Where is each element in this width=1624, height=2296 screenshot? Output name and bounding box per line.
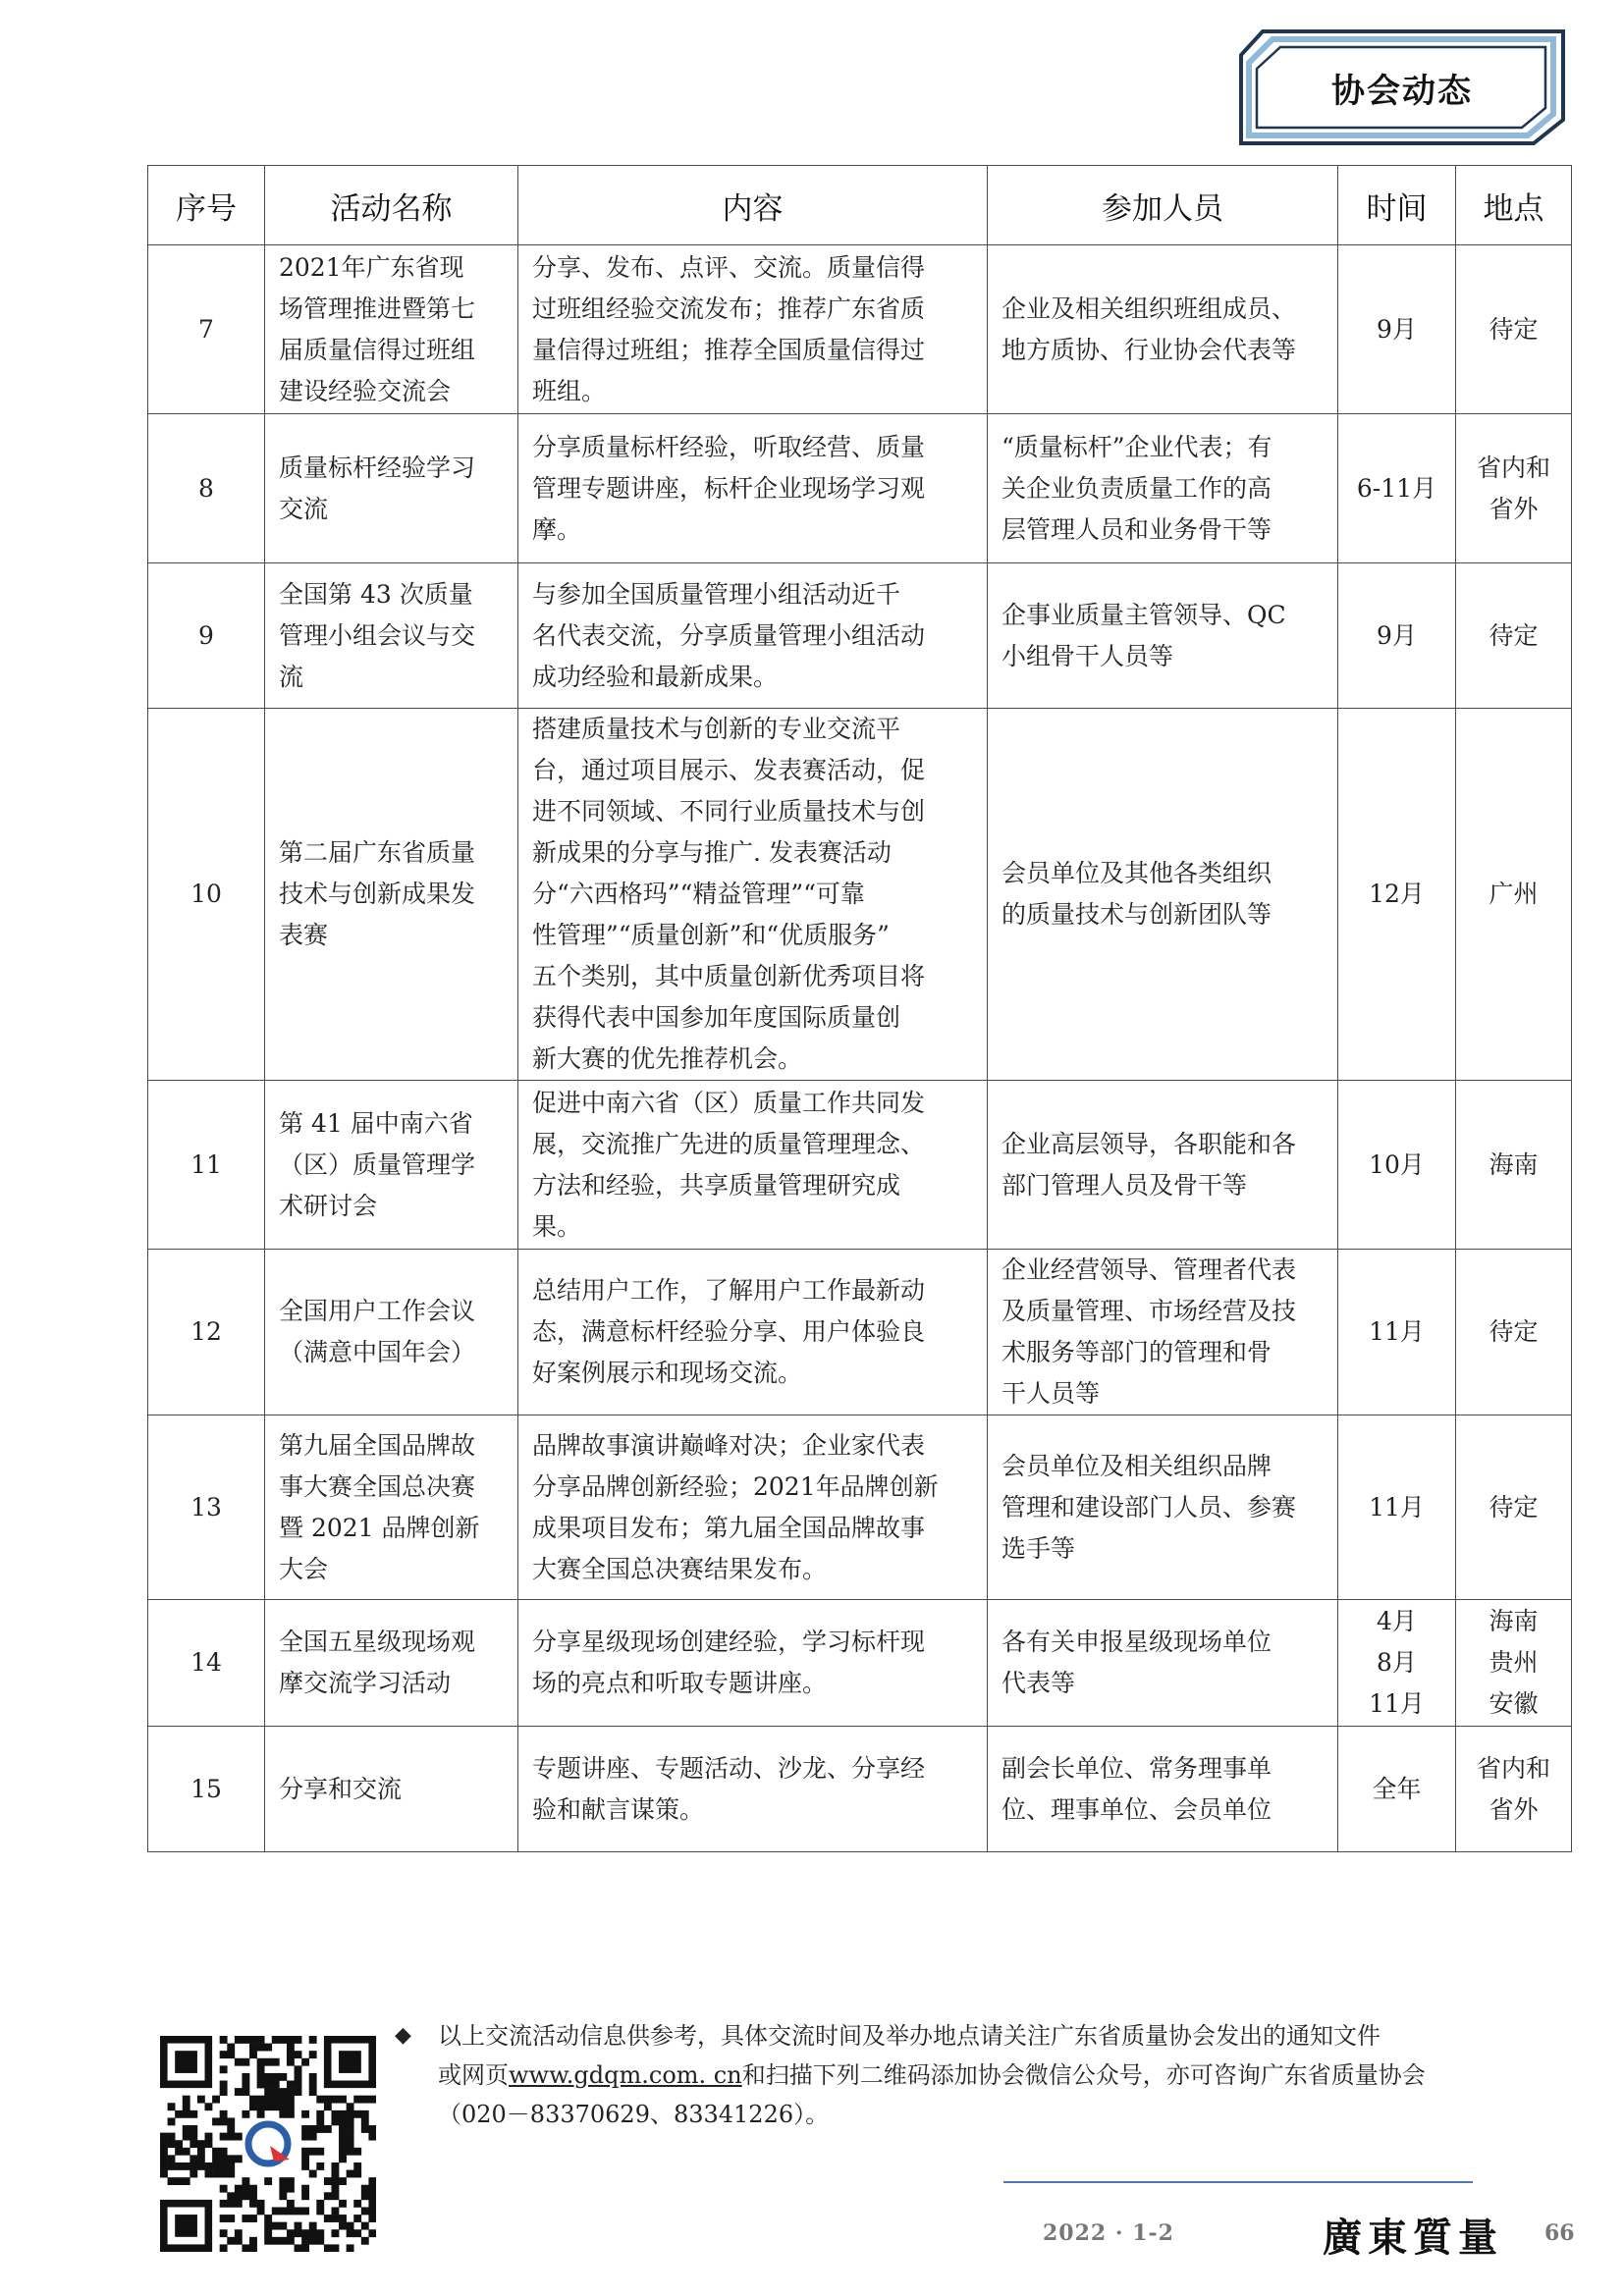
section-tag-text: 协会动态 bbox=[1331, 71, 1473, 111]
activity-location bbox=[1489, 615, 1538, 657]
participants-line: 各有关申报星级现场单位 bbox=[1001, 1628, 1272, 1656]
activity-location bbox=[1477, 1748, 1550, 1831]
note-line-3: （020－83370629、83341226）。 bbox=[438, 2101, 830, 2128]
activity-name bbox=[279, 1622, 504, 1704]
activity-time bbox=[1377, 309, 1417, 350]
column-header-content: 内容 bbox=[518, 166, 988, 245]
activity-content bbox=[532, 1748, 973, 1831]
participants-line: “质量标杆”企业代表；有 bbox=[1001, 432, 1272, 461]
table-row bbox=[148, 1727, 1572, 1852]
activity-location-line: 待定 bbox=[1489, 620, 1539, 650]
activity-content-cell bbox=[518, 1081, 988, 1250]
activity-content-line: 品牌故事演讲巅峰对决；企业家代表 bbox=[532, 1430, 926, 1460]
activity-time-cell bbox=[1338, 414, 1456, 563]
activity-name-cell bbox=[265, 1081, 518, 1250]
activity-location bbox=[1489, 309, 1538, 350]
table-row bbox=[148, 414, 1572, 563]
activity-content-line: 新成果的分享与推广. 发表赛活动 bbox=[532, 838, 892, 867]
activity-location bbox=[1477, 448, 1550, 530]
activity-content-line: 新大赛的优先推荐机会。 bbox=[532, 1044, 803, 1073]
participants-cell bbox=[988, 1415, 1338, 1600]
activity-content-cell bbox=[518, 1415, 988, 1600]
activity-content-line: 方法和经验，共享质量管理研究成 bbox=[532, 1170, 901, 1200]
activity-content-line: 分享质量标杆经验，听取经营、质量 bbox=[532, 432, 926, 461]
activity-content-line: 果。 bbox=[532, 1211, 582, 1241]
activity-time-line: 6-11月 bbox=[1356, 473, 1437, 503]
participants-cell bbox=[988, 1727, 1338, 1852]
activity-location-line: 待定 bbox=[1489, 1317, 1539, 1346]
activity-location-line: 省外 bbox=[1489, 494, 1539, 523]
participants-cell bbox=[988, 1081, 1338, 1250]
participants bbox=[1001, 1446, 1324, 1570]
activity-time-line: 11月 bbox=[1369, 1317, 1425, 1346]
participants-line: 术服务等部门的管理和骨 bbox=[1001, 1338, 1272, 1366]
qr-code-graphic bbox=[160, 2036, 376, 2252]
column-header-number: 序号 bbox=[148, 166, 265, 245]
table-row bbox=[148, 1250, 1572, 1415]
activity-time bbox=[1377, 615, 1417, 657]
row-number-cell bbox=[148, 414, 265, 563]
activity-location-cell bbox=[1456, 1415, 1572, 1600]
section-tag bbox=[1233, 26, 1571, 149]
activity-location-line: 待定 bbox=[1489, 1492, 1539, 1522]
participants-cell bbox=[988, 1250, 1338, 1415]
activity-location bbox=[1489, 1311, 1538, 1353]
activity-time bbox=[1369, 1601, 1425, 1725]
activity-name bbox=[279, 574, 504, 698]
activity-time-line: 全年 bbox=[1372, 1774, 1422, 1803]
activity-time bbox=[1372, 1769, 1421, 1810]
activity-location-line: 省内和 bbox=[1476, 1753, 1550, 1783]
row-number-cell bbox=[148, 563, 265, 709]
row-number-cell bbox=[148, 1250, 265, 1415]
activity-content bbox=[532, 709, 973, 1080]
activity-name bbox=[279, 1103, 504, 1227]
activity-content-cell bbox=[518, 563, 988, 709]
row-number: 12 bbox=[190, 1317, 222, 1346]
activity-name-line: 全国用户工作会议 bbox=[279, 1297, 476, 1325]
activity-content-line: 成功经验和最新成果。 bbox=[532, 662, 779, 691]
activity-content bbox=[532, 427, 973, 551]
row-number-cell bbox=[148, 1600, 265, 1727]
activity-location-line: 省外 bbox=[1489, 1794, 1539, 1824]
activity-name bbox=[279, 448, 504, 530]
activity-time-line: 10月 bbox=[1369, 1149, 1425, 1179]
activity-name-line: 届质量信得过班组 bbox=[279, 335, 476, 364]
activity-location-line: 安徽 bbox=[1489, 1689, 1539, 1718]
note-line-2-prefix: 或网页 bbox=[438, 2061, 509, 2089]
activity-location bbox=[1489, 1487, 1538, 1528]
activity-content-cell bbox=[518, 1250, 988, 1415]
activity-time-cell bbox=[1338, 1727, 1456, 1852]
activity-location bbox=[1489, 874, 1538, 915]
participants-line: 企事业质量主管领导、QC bbox=[1001, 600, 1286, 629]
participants bbox=[1001, 595, 1324, 677]
activity-name-line: 摩交流学习活动 bbox=[279, 1669, 452, 1697]
column-header-time: 时间 bbox=[1338, 166, 1456, 245]
activity-name bbox=[279, 832, 504, 956]
participants-line: 及质量管理、市场经营及技 bbox=[1001, 1297, 1297, 1325]
activity-time-cell bbox=[1338, 1415, 1456, 1600]
activity-location-line: 海南 bbox=[1489, 1149, 1539, 1179]
activity-time-line: 9月 bbox=[1377, 620, 1417, 650]
activity-time bbox=[1369, 874, 1425, 915]
row-number-cell bbox=[148, 709, 265, 1081]
activity-name-line: 管理小组会议与交 bbox=[279, 620, 476, 650]
activity-content-line: 场的亮点和听取专题讲座。 bbox=[532, 1669, 828, 1697]
participants-line: 层管理人员和业务骨干等 bbox=[1001, 514, 1272, 544]
activity-name-line: 事大赛全国总决赛 bbox=[279, 1471, 476, 1501]
participants-line: 会员单位及相关组织品牌 bbox=[1001, 1451, 1272, 1480]
activity-content-line: 台，通过项目展示、发表赛活动，促 bbox=[532, 756, 926, 784]
activity-content-line: 名代表交流，分享质量管理小组活动 bbox=[532, 620, 926, 650]
participants-line: 部门管理人员及骨干等 bbox=[1001, 1170, 1248, 1200]
participants-line: 副会长单位、常务理事单 bbox=[1001, 1753, 1272, 1783]
activity-content-line: 促进中南六省（区）质量工作共同发 bbox=[532, 1088, 926, 1117]
table-body bbox=[148, 245, 1572, 1852]
participants bbox=[1001, 289, 1324, 371]
activity-content-cell bbox=[518, 1600, 988, 1727]
page-number: 66 bbox=[1544, 2220, 1575, 2246]
activity-content-line: 过班组经验交流发布；推荐广东省质 bbox=[532, 294, 926, 323]
row-number-cell bbox=[148, 1081, 265, 1250]
row-number: 15 bbox=[190, 1774, 222, 1803]
participants-line: 企业经营领导、管理者代表 bbox=[1001, 1255, 1297, 1284]
activity-content-line: 分享、发布、点评、交流。质量信得 bbox=[532, 252, 926, 282]
activity-content-cell bbox=[518, 1727, 988, 1852]
participants-line: 干人员等 bbox=[1001, 1379, 1101, 1408]
activity-name bbox=[279, 1769, 504, 1810]
activity-name-line: 建设经验交流会 bbox=[279, 376, 452, 405]
row-number: 8 bbox=[198, 473, 214, 503]
participants-cell bbox=[988, 1600, 1338, 1727]
activity-content-line: 搭建质量技术与创新的专业交流平 bbox=[532, 715, 901, 743]
participants-line: 地方质协、行业协会代表等 bbox=[1001, 335, 1297, 364]
row-number: 9 bbox=[198, 620, 214, 650]
activity-name-line: （满意中国年会） bbox=[279, 1338, 476, 1366]
activity-location bbox=[1489, 1145, 1538, 1186]
activity-location-cell bbox=[1456, 709, 1572, 1081]
activity-content bbox=[532, 1270, 973, 1394]
activity-content-cell bbox=[518, 245, 988, 414]
column-header-participants: 参加人员 bbox=[988, 166, 1338, 245]
participants-line: 管理和建设部门人员、参赛 bbox=[1001, 1492, 1297, 1522]
row-number: 10 bbox=[190, 880, 222, 908]
activity-content-line: 态，满意标杆经验分享、用户体验良 bbox=[532, 1317, 926, 1346]
participants-line: 位、理事单位、会员单位 bbox=[1001, 1794, 1272, 1824]
activity-location-cell bbox=[1456, 1600, 1572, 1727]
participants bbox=[1001, 1748, 1324, 1831]
activity-time-line: 11月 bbox=[1369, 1492, 1425, 1522]
activity-name-line: 表赛 bbox=[279, 921, 329, 949]
activity-content-line: 获得代表中国参加年度国际质量创 bbox=[532, 1003, 901, 1032]
participants-line: 代表等 bbox=[1001, 1669, 1076, 1697]
activity-name-line: 技术与创新成果发 bbox=[279, 880, 476, 908]
magazine-name: 廣東質量 bbox=[1323, 2215, 1503, 2261]
activity-name-cell bbox=[265, 414, 518, 563]
activity-name-cell bbox=[265, 1415, 518, 1600]
activity-time-cell bbox=[1338, 1600, 1456, 1727]
activity-name-line: 场管理推进暨第七 bbox=[279, 294, 476, 323]
activity-name-line: 全国五星级现场观 bbox=[279, 1628, 476, 1656]
activity-name-line: 暨 2021 品牌创新 bbox=[279, 1513, 480, 1542]
website-link[interactable]: www.gdqm.com. cn bbox=[509, 2061, 742, 2089]
activity-name-line: 交流 bbox=[279, 494, 329, 523]
activity-name-cell bbox=[265, 563, 518, 709]
activity-time bbox=[1369, 1487, 1425, 1528]
activity-time-cell bbox=[1338, 1250, 1456, 1415]
activity-content-line: 摩。 bbox=[532, 514, 582, 544]
activity-name bbox=[279, 1425, 504, 1590]
activity-location-cell bbox=[1456, 245, 1572, 414]
participants-line: 关企业负责质量工作的高 bbox=[1001, 473, 1272, 503]
footer-rule bbox=[1003, 2181, 1473, 2183]
column-header-activity-name: 活动名称 bbox=[265, 166, 518, 245]
participants-line: 选手等 bbox=[1001, 1533, 1076, 1563]
activity-time-line: 11月 bbox=[1369, 1689, 1425, 1718]
wechat-qr-code-icon bbox=[160, 2036, 376, 2252]
activity-time-line: 12月 bbox=[1369, 880, 1425, 908]
participants bbox=[1001, 427, 1324, 551]
participants-cell bbox=[988, 414, 1338, 563]
activity-location-line: 贵州 bbox=[1489, 1648, 1539, 1677]
table-row bbox=[148, 709, 1572, 1081]
activity-content-line: 分享品牌创新经验；2021年品牌创新 bbox=[532, 1471, 939, 1501]
row-number: 11 bbox=[190, 1149, 222, 1179]
activity-content-line: 五个类别，其中质量创新优秀项目将 bbox=[532, 962, 926, 990]
activity-content-line: 进不同领域、不同行业质量技术与创 bbox=[532, 797, 926, 826]
table-header-row bbox=[148, 166, 1572, 245]
activity-name bbox=[279, 1291, 504, 1373]
activity-content-line: 管理专题讲座，标杆企业现场学习观 bbox=[532, 473, 926, 503]
table-row bbox=[148, 1600, 1572, 1727]
row-number: 7 bbox=[198, 314, 214, 344]
activity-content-line: 成果项目发布；第九届全国品牌故事 bbox=[532, 1513, 926, 1542]
activity-name-line: 全国第 43 次质量 bbox=[279, 579, 473, 609]
table-row bbox=[148, 1415, 1572, 1600]
participants-cell bbox=[988, 563, 1338, 709]
activity-time bbox=[1369, 1311, 1425, 1353]
activity-time-cell bbox=[1338, 245, 1456, 414]
activity-location-cell bbox=[1456, 1081, 1572, 1250]
activity-name-line: 分享和交流 bbox=[279, 1774, 403, 1803]
activity-time-cell bbox=[1338, 563, 1456, 709]
activity-content-line: 验和献言谋策。 bbox=[532, 1794, 705, 1824]
activity-name-line: 第 41 届中南六省 bbox=[279, 1108, 473, 1138]
table-row bbox=[148, 563, 1572, 709]
note-line-2 bbox=[438, 2056, 1524, 2095]
activity-time-line: 8月 bbox=[1377, 1648, 1417, 1677]
activity-name-line: （区）质量管理学 bbox=[279, 1149, 476, 1179]
note-line-1: 以上交流活动信息供参考，具体交流时间及举办地点请关注广东省质量协会发出的通知文件 bbox=[438, 2022, 1380, 2050]
participants-line: 企业高层领导，各职能和各 bbox=[1001, 1129, 1297, 1158]
activity-location-line: 待定 bbox=[1489, 314, 1539, 344]
activity-content-line: 量信得过班组；推荐全国质量信得过 bbox=[532, 335, 926, 364]
row-number-cell bbox=[148, 1727, 265, 1852]
activity-content-line: 分享星级现场创建经验，学习标杆现 bbox=[532, 1628, 926, 1656]
activity-content-cell bbox=[518, 414, 988, 563]
activity-name-cell bbox=[265, 1250, 518, 1415]
activity-location-cell bbox=[1456, 563, 1572, 709]
row-number-cell bbox=[148, 1415, 265, 1600]
activity-location-line: 省内和 bbox=[1476, 453, 1550, 482]
activity-content bbox=[532, 247, 973, 412]
activity-time bbox=[1369, 1145, 1425, 1186]
activity-time-line: 9月 bbox=[1377, 314, 1417, 344]
activity-time-cell bbox=[1338, 1081, 1456, 1250]
diamond-bullet-icon: ◆ bbox=[395, 2023, 411, 2048]
participants-line: 会员单位及其他各类组织 bbox=[1001, 859, 1272, 887]
activity-content-cell bbox=[518, 709, 988, 1081]
activity-name-cell bbox=[265, 1600, 518, 1727]
note-line-2-suffix: 和扫描下列二维码添加协会微信公众号，亦可咨询广东省质量协会 bbox=[741, 2061, 1426, 2089]
activity-location bbox=[1489, 1601, 1538, 1725]
activity-content-line: 与参加全国质量管理小组活动近千 bbox=[532, 579, 901, 609]
activity-name-line: 大会 bbox=[279, 1554, 329, 1583]
activity-location-cell bbox=[1456, 1727, 1572, 1852]
activity-time bbox=[1357, 468, 1436, 509]
activity-content-line: 专题讲座、专题活动、沙龙、分享经 bbox=[532, 1753, 926, 1783]
activity-content bbox=[532, 1622, 973, 1704]
activity-location-cell bbox=[1456, 414, 1572, 563]
participants bbox=[1001, 1250, 1324, 1415]
activity-content-line: 分“六西格玛”“精益管理”“可靠 bbox=[532, 880, 865, 908]
row-number: 13 bbox=[190, 1492, 222, 1522]
activity-content-line: 好案例展示和现场交流。 bbox=[532, 1359, 803, 1387]
activity-name-line: 术研讨会 bbox=[279, 1191, 378, 1220]
activity-name-line: 流 bbox=[279, 662, 304, 691]
row-number-cell bbox=[148, 245, 265, 414]
participants-line: 的质量技术与创新团队等 bbox=[1001, 900, 1272, 929]
activity-name-cell bbox=[265, 709, 518, 1081]
activity-name bbox=[279, 247, 504, 412]
activity-location-line: 海南 bbox=[1489, 1607, 1539, 1635]
activity-name-line: 2021年广东省现 bbox=[279, 252, 464, 282]
table-row bbox=[148, 245, 1572, 414]
activity-time-cell bbox=[1338, 709, 1456, 1081]
participants-line: 小组骨干人员等 bbox=[1001, 641, 1174, 670]
activity-content-line: 总结用户工作，了解用户工作最新动 bbox=[532, 1276, 926, 1305]
activity-location-cell bbox=[1456, 1250, 1572, 1415]
activity-content-line: 大赛全国总决赛结果发布。 bbox=[532, 1554, 828, 1583]
note-text bbox=[438, 2016, 1524, 2134]
activity-content bbox=[532, 574, 973, 698]
participants bbox=[1001, 1622, 1324, 1704]
participants-cell bbox=[988, 709, 1338, 1081]
participants-cell bbox=[988, 245, 1338, 414]
activity-content-line: 班组。 bbox=[532, 376, 607, 405]
participants bbox=[1001, 853, 1324, 935]
activity-content bbox=[532, 1083, 973, 1248]
row-number: 14 bbox=[190, 1648, 222, 1677]
activity-location-line: 广州 bbox=[1489, 880, 1539, 908]
activity-time-line: 4月 bbox=[1377, 1607, 1417, 1635]
issue-number: 2022 · 1-2 bbox=[1043, 2220, 1174, 2246]
activities-table bbox=[147, 165, 1572, 1852]
activity-name-line: 第二届广东省质量 bbox=[279, 838, 476, 867]
column-header-location: 地点 bbox=[1456, 166, 1572, 245]
activity-name-line: 第九届全国品牌故 bbox=[279, 1430, 476, 1460]
notes-block bbox=[395, 2016, 1524, 2134]
activity-name-cell bbox=[265, 1727, 518, 1852]
activity-content-line: 展，交流推广先进的质量管理理念、 bbox=[532, 1129, 926, 1158]
activity-content bbox=[532, 1425, 973, 1590]
activity-name-cell bbox=[265, 245, 518, 414]
activity-content-line: 性管理”“质量创新”和“优质服务” bbox=[532, 921, 890, 949]
participants-line: 企业及相关组织班组成员、 bbox=[1001, 294, 1297, 323]
table-row bbox=[148, 1081, 1572, 1250]
participants bbox=[1001, 1124, 1324, 1206]
activity-name-line: 质量标杆经验学习 bbox=[279, 453, 476, 482]
